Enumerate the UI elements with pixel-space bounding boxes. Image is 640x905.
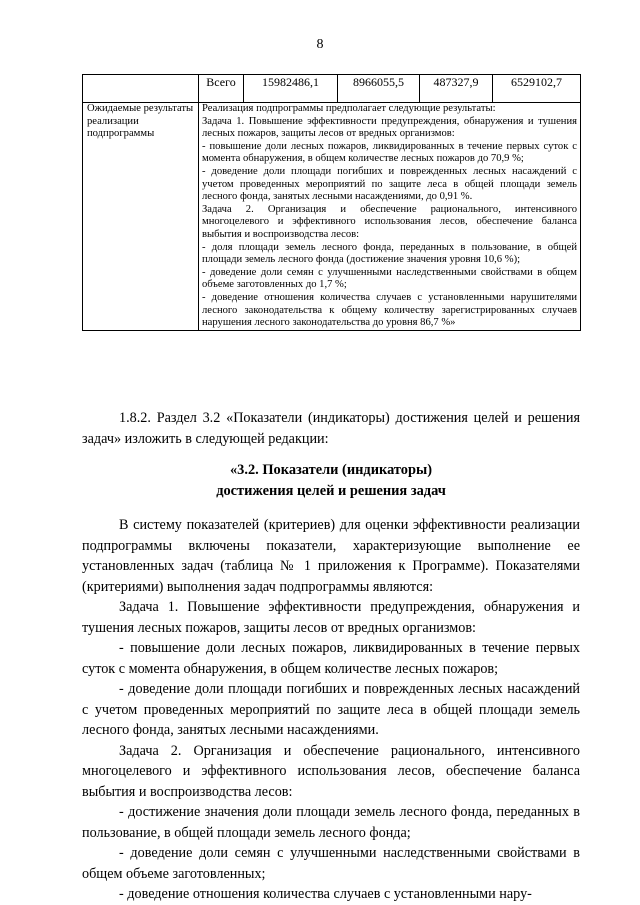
total-value: 487327,9 — [420, 75, 493, 103]
body-paragraph: В систему показателей (критериев) для оценки эффективности реализации подпрограммы включены показатели, характеризующие выполнение ее установленных задач (таблица № 1 приложения к Программе). Показателями (критериями) выполнения задач подпрограммы являются: — [82, 517, 580, 595]
body-paragraph: - доведение отношения количества случаев с установленными нару- — [119, 886, 532, 902]
subprogram-table — [82, 74, 581, 331]
results-line: - доведение доли семян с улучшенными наследственными свойствами в общем объеме заготовленных до 1,7 %; — [202, 266, 577, 291]
results-line: - доведение отношения количества случаев с установленными нарушителями лесного законодательства к общему количеству зарегистрированных случаев нарушения лесного законодательства до уровня 86,7 %» — [202, 291, 577, 329]
body-paragraph: - доведение доли площади погибших и поврежденных лесных насаждений с учетом проведенных мероприятий по защите леса в общей площади земель лесного фонда, занятых лесными насаждениями. — [82, 681, 580, 738]
section-heading — [82, 460, 580, 502]
instruction-text: 1.8.2. Раздел 3.2 «Показатели (индикаторы) достижения целей и решения задач» изложить в следующей редакции: — [82, 410, 580, 447]
total-label: Всего — [199, 75, 244, 103]
results-row — [83, 103, 581, 331]
body-paragraph: - повышение доли лесных пожаров, ликвидированных в течение первых суток с момента обнаружения, в общем количестве лесных пожаров; — [82, 640, 580, 677]
page-number: 8 — [316, 37, 324, 52]
total-row — [83, 75, 581, 103]
total-value: 15982486,1 — [244, 75, 338, 103]
instruction-paragraph — [82, 408, 580, 449]
results-text — [199, 103, 581, 331]
results-label: Ожидаемые результаты реализации подпрограммы — [83, 103, 199, 331]
results-line: - доведение доли площади погибших и поврежденных лесных насаждений с учетом проведенных мероприятий по защите леса в общей площади земель лесного фонда, занятых лесными насаждениями, до 0,91 %. — [202, 165, 577, 203]
total-value: 6529102,7 — [493, 75, 581, 103]
results-line: Реализация подпрограммы предполагает следующие результаты: — [202, 103, 496, 114]
heading-line: «3.2. Показатели (индикаторы) — [229, 462, 432, 478]
body-text — [82, 515, 580, 905]
results-line: - доля площади земель лесного фонда, переданных в пользование, в общей площади земель лесного фонда (достижение значения уровня 10,6 %); — [202, 241, 577, 266]
body-paragraph: Задача 1. Повышение эффективности предупреждения, обнаружения и тушения лесных пожаров, защиты лесов от вредных организмов: — [82, 599, 580, 636]
body-paragraph: - достижение значения доли площади земель лесного фонда, переданных в пользование, в общей площади земель лесного фонда; — [82, 804, 580, 841]
empty-cell — [83, 75, 199, 103]
body-paragraph: Задача 2. Организация и обеспечение рационального, интенсивного многоцелевого и эффективного использования лесов, обеспечение баланса выбытия и воспроизводства лесов: — [82, 742, 580, 800]
total-value: 8966055,5 — [338, 75, 420, 103]
results-line: Задача 2. Организация и обеспечение рационального, интенсивного многоцелевого и эффективного использования лесов, обеспечение баланса выбытия и воспроизводства лесов: — [202, 203, 577, 240]
results-line: Задача 1. Повышение эффективности предупреждения, обнаружения и тушения лесных пожаров, защиты лесов от вредных организмов: — [202, 115, 577, 140]
heading-line: достижения целей и решения задач — [216, 483, 446, 499]
body-paragraph: - доведение доли семян с улучшенными наследственными свойствами в общем объеме заготовленных; — [82, 845, 580, 882]
results-line: - повышение доли лесных пожаров, ликвидированных в течение первых суток с момента обнаружения, в общем количестве лесных пожаров до 70,9 %; — [202, 140, 577, 165]
